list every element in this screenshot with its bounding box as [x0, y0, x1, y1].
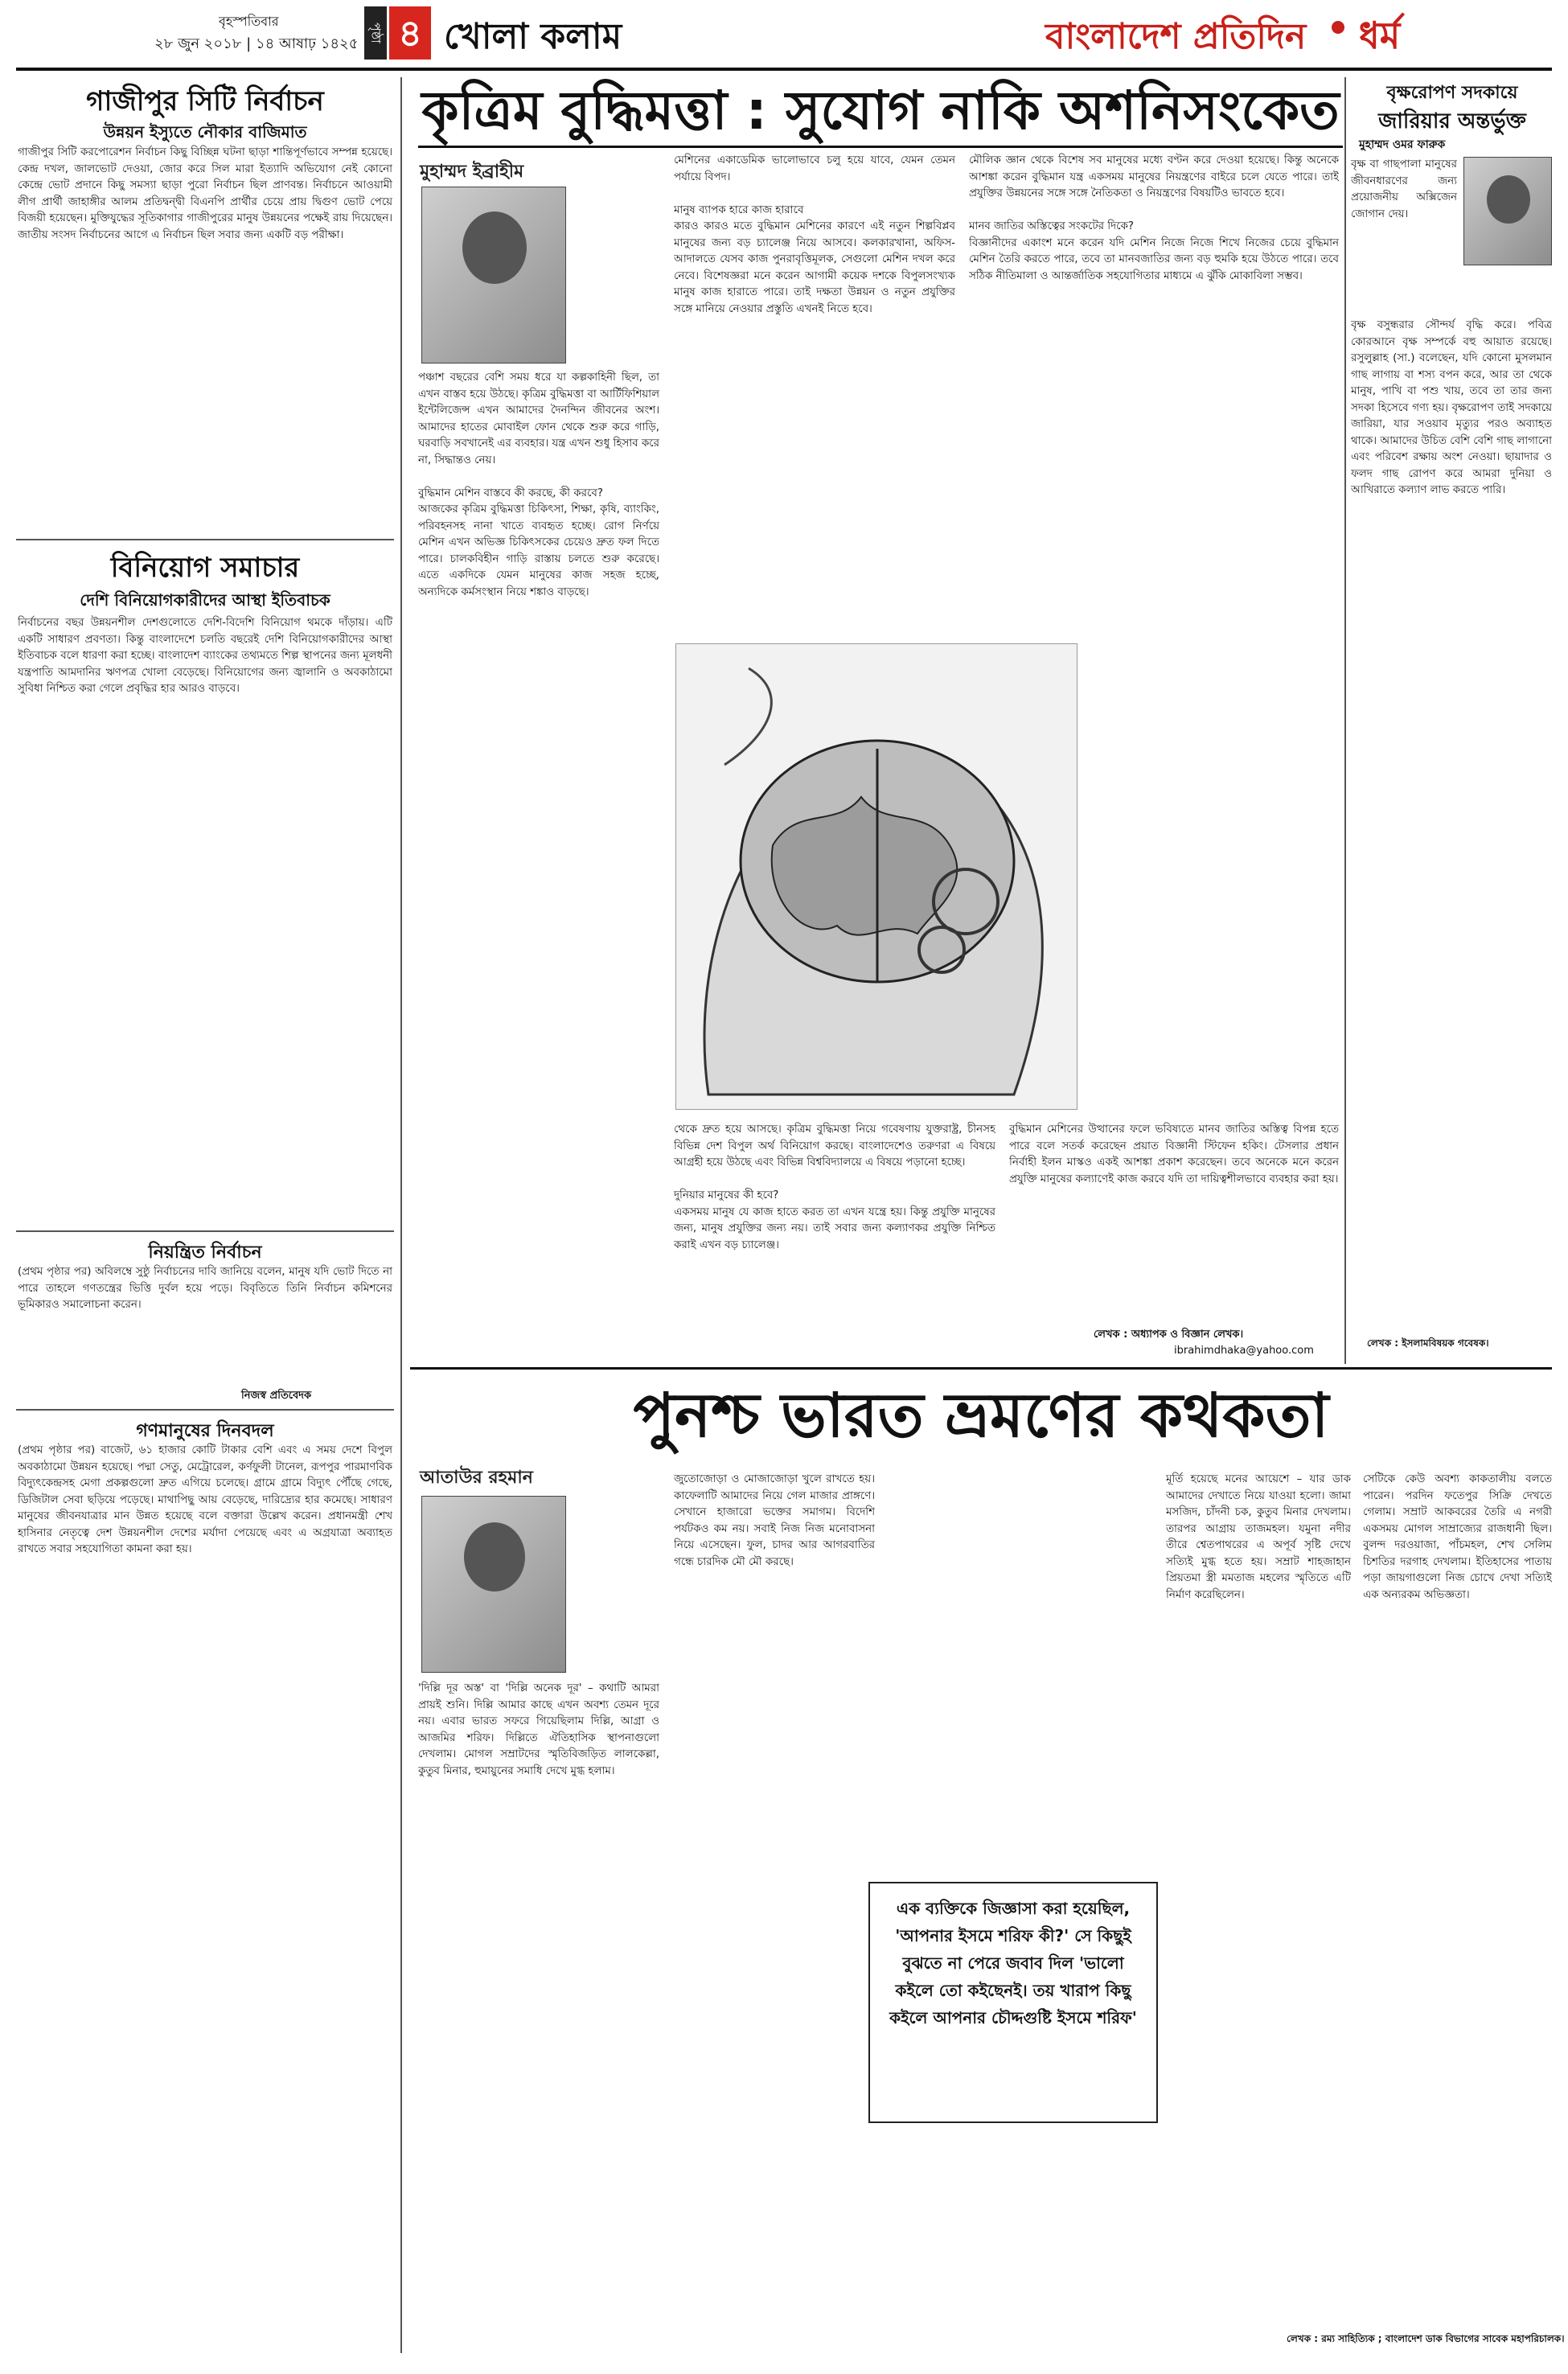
controlled-election-body: (প্রথম পৃষ্ঠার পর) অবিলম্বে সুষ্ঠু নির্বাচনের দাবি জানিয়ে বলেন, মানুষ যদি ভোট দিতে না পারে তাহলে গণতন্ত্রের ভিত্তি দুর্বল হয়ে পড়ে। বিবৃতিতে তিনি নির্বাচন কমিশনের ভূমিকারও সমালোচনা করেন। — [18, 1266, 392, 1311]
gazipur-title: গাজীপুর সিটি নির্বাচন — [86, 85, 324, 117]
india-article-col2: জুতোজোড়া ও মোজাজোড়া খুলে রাখতে হয়। কাফেলাটি আমাদের নিয়ে গেল মাজার প্রাঙ্গণে। সেখানে হাজারো ভক্তের সমাগম। বিদেশি পর্যটকও কম নয়। সবাই নিজ নিজ মনোবাসনা নিয়ে এসেছেন। ফুল, চাদর আর আগরবাতির গন্ধে চারদিক মৌ মৌ করছে। — [674, 1473, 875, 1568]
brand-section-name: ধর্ম — [1359, 14, 1401, 57]
page-number-badge: ৪ — [389, 6, 431, 60]
header-day: বৃহস্পতিবার — [219, 14, 279, 29]
controlled-election-title: নিয়ন্ত্রিত নির্বাচন — [148, 1242, 262, 1263]
investment-title: বিনিয়োগ সমাচার — [110, 552, 300, 584]
header-rule — [16, 68, 1552, 71]
people-days-body: (প্রথম পৃষ্ঠার পর) বাজেট, ৬১ হাজার কোটি টাকার বেশি এবং এ সময় দেশে বিপুল অবকাঠামো উন্নয়ন হয়েছে। পদ্মা সেতু, মেট্রোরেল, কর্ণফুলী টানেল, রূপপুর পারমাণবিক বিদ্যুৎকেন্দ্রসহ মেগা প্রকল্পগুলো দ্রুত এগিয়ে চলেছে। গ্রামে গ্রামে বিদ্যুৎ পৌঁছে গেছে, ডিজিটাল সেবা ছড়িয়ে পড়েছে। মাথাপিছু আয় বেড়েছে, দারিদ্র্যের হার কমেছে। সাধারণ মানুষের জীবনযাত্রার মান উন্নত হয়েছে বলে বক্তারা উল্লেখ করেন। প্রধানমন্ত্রী শেখ হাসিনার নেতৃত্বে দেশ উন্নয়নশীল দেশের মর্যাদা পেয়েছে এবং এ অগ্রযাত্রা অব্যাহত রাখতে সবার সহযোগিতা কামনা করা হয়। — [18, 1444, 392, 1555]
tree-author-photo — [1463, 157, 1552, 265]
pullquote-box: এক ব্যক্তিকে জিজ্ঞাসা করা হয়েছিল, 'আপনার ইসমে শরিফ কী?' সে কিছুই বুঝতে না পেরে জবাব দিল 'ভালো কইলে তো কইছেনই। তয় খারাপ কিছু কইলে আপনার চৌদ্দগুষ্টি ইসমে শরিফ' — [868, 1882, 1158, 2123]
ai-author-photo — [421, 187, 566, 363]
gazipur-body: গাজীপুর সিটি করপোরেশন নির্বাচন কিছু বিচ্ছিন্ন ঘটনা ছাড়া শান্তিপূর্ণভাবে সম্পন্ন হয়েছে। কেন্দ্র দখল, জালভোট দেওয়া, জোর করে সিল মারা ইত্যাদি অভিযোগ নেই কোনো কেন্দ্রে ভোট প্রদানে কিছু সমস্যা ছাড়া পুরো নির্বাচন ছিল প্রাণবন্ত। নির্বাচনে আওয়ামী লীগ প্রার্থী জাহাঙ্গীর আলম প্রতিদ্বন্দ্বী বিএনপি প্রার্থীর চেয়ে প্রায় দ্বিগুণ ভোট পেয়ে বিজয়ী হয়েছেন। মুক্তিযুদ্ধের সূতিকাগার গাজীপুরের মানুষ উন্নয়নের পক্ষেই রায় দিয়েছেন। জাতীয় সংসদ নির্বাচনের আগে এ নির্বাচন ছিল সবার জন্য একটি বড় পরীক্ষা। — [18, 146, 392, 241]
ai-author-email: ibrahimdhaka@yahoo.com — [1174, 1345, 1314, 1357]
author-photo-icon — [462, 212, 527, 284]
tree-body-top: বৃক্ষ বা গাছপালা মানুষের জীবনধারণের জন্য প্রয়োজনীয় অক্সিজেন জোগান দেয়। — [1351, 158, 1457, 220]
tree-body: বৃক্ষ বসুন্ধরার সৌন্দর্য বৃদ্ধি করে। পবিত্র কোরআনে বৃক্ষ সম্পর্কে বহু আয়াত রয়েছে। রসুলুল্লাহ (সা.) বলেছেন, যদি কোনো মুসলমান গাছ লাগায় বা শস্য বপন করে, আর তা থেকে মানুষ, পাখি বা পশু খায়, তবে তা তার জন্য সদকা হিসেবে গণ্য হয়। বৃক্ষরোপণ তাই সদকায়ে জারিয়া, যার সওয়াব মৃত্যুর পরও অব্যাহত থাকে। আমাদের উচিত বেশি বেশি গাছ লাগানো এবং পরিবেশ রক্ষায় অংশ নেওয়া। ছায়াদার ও ফলদ গাছ রোপণ করে আমরা দুনিয়া ও আখিরাতে কল্যাণ লাভ করতে পারি। — [1351, 319, 1552, 496]
ai-article-col1: পঞ্চাশ বছরের বেশি সময় ধরে যা কল্পকাহিনী ছিল, তা এখন বাস্তব হয়ে উঠছে। কৃত্রিম বুদ্ধিমত্তা বা আর্টিফিশিয়াল ইন্টেলিজেন্স এখন আমাদের দৈনন্দিন জীবনের অংশ। আমাদের হাতের মোবাইল ফোন থেকে শুরু করে গাড়ি, ঘরবাড়ি সবখানেই এর ব্যবহার। যন্ত্র এখন শুধু হিসাব করে না, সিদ্ধান্তও নেয়। বুদ্ধিমান মেশিন বাস্তবে কী করছে, কী করবে? আজকের কৃত্রিম বুদ্ধিমত্তা চিকিৎসা, শিক্ষা, কৃষি, ব্যাংকিং, পরিবহনসহ নানা খাতে ব্যবহৃত হচ্ছে। রোগ নির্ণয়ে মেশিন এখন অভিজ্ঞ চিকিৎসকের চেয়েও দ্রুত ফল দিতে পারে। চালকবিহীন গাড়ি রাস্তায় চলতে শুরু করেছে। এতে একদিকে যেমন মানুষের কাজ সহজ হচ্ছে, অন্যদিকে কর্মসংস্থান নিয়ে শঙ্কাও বাড়ছে। — [418, 372, 659, 598]
india-article-title: পুনশ্চ ভারত ভ্রমণের কথকতা — [633, 1379, 1329, 1451]
brain-illustration-icon — [676, 644, 1078, 1111]
ai-article-lower-b: বুদ্ধিমান মেশিনের উত্থানের ফলে ভবিষ্যতে মানব জাতির অস্তিত্ব বিপন্ন হতে পারে বলে সতর্ক করেছেন প্রয়াত বিজ্ঞানী স্টিফেন হকিং। টেসলার প্রধান নির্বাহী ইলন মাস্কও একই আশঙ্কা প্রকাশ করেছেন। তবে অনেকে মনে করেন প্রযুক্তি মানুষের কল্যাণেই কাজ করবে যদি তা দায়িত্বশীলভাবে ব্যবহার করা হয়। — [1009, 1123, 1339, 1185]
rule — [16, 1230, 394, 1232]
investment-subtitle: দেশি বিনিয়োগকারীদের আস্থা ইতিবাচক — [80, 590, 330, 610]
section-title: খোলা কলাম — [444, 16, 622, 57]
ai-article-title: কৃত্রিম বুদ্ধিমত্তা : সুযোগ নাকি অশনিসংকেত — [418, 76, 1343, 148]
tree-title-line1: বৃক্ষরোপণ সদকায়ে — [1386, 83, 1518, 103]
tree-author-role: লেখক : ইসলামবিষয়ক গবেষক। — [1367, 1337, 1489, 1349]
author-photo-icon — [1487, 175, 1530, 224]
brand-dot-icon — [1332, 21, 1344, 34]
india-article-col4: সেটিকে কেউ অবশ্য কাকতালীয় বলতে পারেন। পরদিন ফতেপুর সিক্রি দেখতে গেলাম। সম্রাট আকবরের তৈরি এ নগরী একসময় মোগল সাম্রাজ্যের রাজধানী ছিল। বুলন্দ দরওয়াজা, পাঁচমহল, শেখ সেলিম চিশতির দরগাহ দেখলাম। ইতিহাসের পাতায় পড়া জায়গাগুলো নিজ চোখে দেখা সত্যিই এক অন্যরকম অভিজ্ঞতা। — [1363, 1473, 1552, 1601]
page-word: পৃষ্ঠা — [364, 6, 387, 60]
ai-article-col2: মেশিনের একাডেমিক ভালোভাবে চলু হয়ে যাবে, যেমন তেমন পর্যায়ে বিপদ। মানুষ ব্যাপক হারে কাজ হারাবে কারও কারও মতে বুদ্ধিমান মেশিনের কারণে এই নতুন শিল্পবিপ্লব মানুষের জন্য বড় চ্যালেঞ্জ নিয়ে আসবে। কলকারখানা, অফিস-আদালতে যেসব কাজ পুনরাবৃত্তিমূলক, সেগুলো মেশিন দখল করে নেবে। বিশেষজ্ঞরা মনে করেন আগামী কয়েক দশকে বিপুলসংখ্যক মানুষ কাজ হারাতে পারে। তাই দক্ষতা উন্নয়ন ও নতুন প্রযুক্তির সঙ্গে মানিয়ে নেওয়ার প্রস্তুতি এখনই নিতে হবে। — [674, 154, 955, 315]
india-article-col1: 'দিল্লি দূর অস্ত' বা 'দিল্লি অনেক দূর' – কথাটি আমরা প্রায়ই শুনি। দিল্লি আমার কাছে এখন অবশ্য তেমন দূরে নয়। এবার ভারত সফরে গিয়েছিলাম দিল্লি, আগ্রা ও আজমির শরিফ। দিল্লিতে ঐতিহাসিক স্থাপনাগুলো দেখলাম। মোগল সম্রাটদের স্মৃতিবিজড়িত লালকেল্লা, কুতুব মিনার, হুমায়ুনের সমাধি দেখে মুগ্ধ হলাম। — [418, 1682, 659, 1777]
tree-author: মুহাম্মদ ওমর ফারুক — [1359, 138, 1446, 151]
brand-logo: বাংলাদেশ প্রতিদিন — [1045, 16, 1307, 57]
controlled-election-credit: নিজস্ব প্রতিবেদক — [241, 1390, 312, 1402]
gazipur-subtitle: উন্নয়ন ইস্যুতে নৌকার বাজিমাত — [103, 122, 307, 142]
ai-article-lower-a: থেকে দ্রুত হয়ে আসছে। কৃত্রিম বুদ্ধিমত্তা নিয়ে গবেষণায় যুক্তরাষ্ট্র, চীনসহ বিভিন্ন দেশ বিপুল অর্থ বিনিয়োগ করছে। বাংলাদেশেও তরুণরা এ বিষয়ে আগ্রহী হয়ে উঠছে এবং বিভিন্ন বিশ্ববিদ্যালয়ে এ বিষয়ে পড়ানো হচ্ছে। দুনিয়ার মানুষের কী হবে? একসময় মানুষ যে কাজ হাতে করত তা এখন যন্ত্রে হয়। কিন্তু প্রযুক্তি মানুষের জন্য, মানুষ প্রযুক্তির জন্য নয়। তাই সবার জন্য কল্যাণকর প্রযুক্তি নিশ্চিত করাই এখন বড় চ্যালেঞ্জ। — [674, 1123, 995, 1251]
rule — [410, 1367, 1552, 1370]
rule — [16, 1409, 394, 1411]
investment-body: নির্বাচনের বছর উন্নয়নশীল দেশগুলোতে দেশি-বিদেশি বিনিয়োগ থমকে দাঁড়ায়। এটি একটি সাধারণ প্রবণতা। কিন্তু বাংলাদেশে চলতি বছরেই দেশি বিনিয়োগকারীদের আস্থা ইতিবাচক বলে ধারণা করা হচ্ছে। বাংলাদেশ ব্যাংকের তথ্যমতে শিল্প স্থাপনের জন্য মূলধনী যন্ত্রপাতি আমদানির ঋণপত্র খোলা বেড়েছে। বিনিয়োগের জন্য জ্বালানি ও অবকাঠামো সুবিধা নিশ্চিত করা গেলে প্রবৃদ্ধির হার আরও বাড়বে। — [18, 617, 392, 695]
tree-title-line2: জারিয়ার অন্তর্ভুক্ত — [1378, 109, 1526, 133]
rule — [16, 539, 394, 540]
people-days-title: গণমানুষের দিনবদল — [136, 1421, 274, 1441]
ai-article-author: মুহাম্মদ ইব্রাহীম — [420, 162, 524, 182]
india-author-role: লেখক : রম্য সাহিত্যিক ; বাংলাদেশ ডাক বিভাগের সাবেক মহাপরিচালক। — [1287, 2333, 1565, 2344]
india-article-author: আতাউর রহমান — [420, 1468, 533, 1488]
india-author-photo — [421, 1496, 566, 1673]
right-column-divider — [1344, 77, 1346, 1364]
header-date: ২৮ জুন ২০১৮ | ১৪ আষাঢ় ১৪২৫ — [154, 35, 359, 52]
left-column-divider — [400, 77, 402, 2353]
india-article-col3: মূর্তি হয়েছে মনের আয়েশে – যার ডাক আমাদের দেখাতে নিয়ে যাওয়া হলো। জামা মসজিদ, চাঁদনী চক, কুতুব মিনার দেখলাম। তারপর আগ্রায় তাজমহল। যমুনা নদীর তীরে শ্বেতপাথরের এ অপূর্ব সৃষ্টি দেখে সত্যিই মুগ্ধ হতে হয়। সম্রাট শাহজাহান প্রিয়তমা স্ত্রী মমতাজ মহলের স্মৃতিতে এটি নির্মাণ করেছিলেন। — [1166, 1473, 1351, 1601]
brain-illustration — [675, 643, 1077, 1110]
ai-article-col3: মৌলিক জ্ঞান থেকে বিশেষ সব মানুষের মধ্যে বণ্টন করে দেওয়া হয়েছে। কিন্তু অনেকে আশঙ্কা করেন বুদ্ধিমান যন্ত্র একসময় মানুষের নিয়ন্ত্রণের বাইরে চলে যেতে পারে। তাই প্রযুক্তির উন্নয়নের সঙ্গে সঙ্গে নৈতিকতা ও নিয়ন্ত্রণের বিষয়টিও ভাবতে হবে। মানব জাতির অস্তিত্বের সংকটের দিকে? বিজ্ঞানীদের একাংশ মনে করেন যদি মেশিন নিজে নিজে শিখে নিজের চেয়ে বুদ্ধিমান মেশিন তৈরি করতে পারে, তবে তা মানবজাতির জন্য বড় হুমকি হয়ে উঠতে পারে। তবে সঠিক নীতিমালা ও আন্তর্জাতিক সহযোগিতার মাধ্যমে এ ঝুঁকি মোকাবিলা সম্ভব। — [969, 154, 1339, 282]
ai-author-role: লেখক : অধ্যাপক ও বিজ্ঞান লেখক। — [1094, 1329, 1244, 1341]
author-photo-icon — [464, 1522, 525, 1592]
header-date-block — [18, 8, 388, 56]
